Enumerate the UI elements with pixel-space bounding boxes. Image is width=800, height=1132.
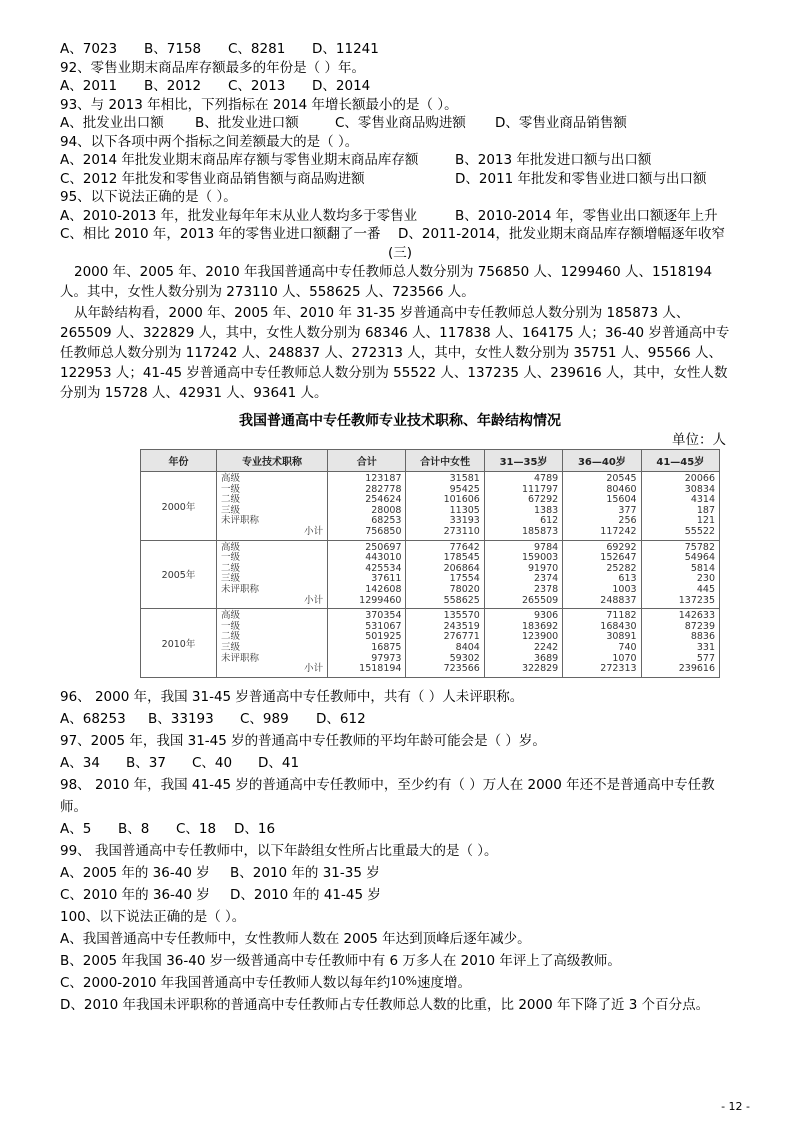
value: 756850	[365, 525, 402, 537]
value: 322829	[521, 663, 559, 675]
option[interactable]: B、2010 年的 31-35 岁	[230, 864, 380, 881]
table-header-row	[141, 450, 720, 472]
option[interactable]: A、我国普通高中专任教师中，女性教师人数在 2005 年达到顶峰后逐年减少。	[60, 930, 531, 947]
value: 265509	[521, 594, 559, 606]
value: 2374	[534, 573, 559, 585]
option[interactable]: C、40	[192, 754, 233, 771]
value-cell	[328, 472, 406, 541]
value: 15604	[606, 494, 637, 506]
value: 9306	[534, 610, 559, 622]
table-row	[141, 540, 720, 609]
option[interactable]: D、零售业商品销售额	[495, 115, 627, 131]
question-95: 95、以下说法正确的是（ ）。	[60, 189, 237, 205]
header-year: 年份	[141, 450, 217, 472]
value-cell	[484, 472, 562, 541]
value-cell	[563, 472, 641, 541]
value: 77642	[449, 541, 480, 553]
value: 37611	[371, 573, 402, 585]
title-label: 一级	[221, 620, 241, 632]
option[interactable]: A、批发业出口额	[60, 115, 164, 131]
value: 187	[696, 504, 715, 516]
subtotal-label: 小计	[304, 525, 324, 537]
value: 31581	[449, 473, 480, 484]
value: 273110	[443, 525, 480, 537]
option[interactable]: B、2012	[144, 78, 202, 94]
value: 4789	[534, 473, 559, 484]
value: 123187	[365, 473, 402, 484]
header-age-36-40: 36—40岁	[563, 450, 641, 472]
value: 613	[618, 573, 637, 585]
value-cell	[406, 472, 484, 541]
percent-value: 10%	[390, 973, 417, 988]
value: 28008	[371, 504, 402, 516]
title-label: 一级	[221, 483, 241, 495]
option[interactable]: C、2010 年的 36-40 岁	[60, 886, 210, 903]
value: 3689	[534, 652, 559, 664]
value: 740	[618, 641, 637, 653]
title-label: 高级	[221, 541, 241, 553]
value-cell	[641, 472, 719, 541]
option[interactable]: A、7023	[60, 41, 118, 57]
value: 123900	[521, 631, 559, 643]
value: 137235	[678, 594, 715, 606]
option[interactable]: D、2011-2014，批发业期末商品库存额增幅逐年收窄	[398, 226, 725, 242]
option[interactable]: B、37	[126, 754, 166, 771]
value: 78020	[449, 583, 480, 595]
subtotal-label: 小计	[304, 663, 324, 675]
title-label: 三级	[221, 504, 241, 516]
question-100: 100、以下说法正确的是（ ）。	[60, 908, 246, 925]
table-row	[141, 609, 720, 678]
value: 68253	[371, 515, 402, 527]
option[interactable]: A、34	[60, 754, 100, 771]
value: 5814	[690, 562, 715, 574]
header-title: 专业技术职称	[217, 450, 328, 472]
table-row	[141, 472, 720, 541]
value: 178545	[443, 552, 480, 564]
value: 80460	[606, 483, 637, 495]
value: 159003	[521, 552, 559, 564]
value-cell	[484, 609, 562, 678]
value: 17554	[449, 573, 480, 585]
material-paragraph-1: 2000 年、2005 年、2010 年我国普通高中专任教师总人数分别为 756850 人、1299460 人、1518194 人。其中，女性人数分别为 273110 人、558625 人、723566 人。	[60, 264, 713, 300]
value: 256	[618, 515, 637, 527]
value: 612	[540, 515, 559, 527]
question-92: 92、零售业期末商品库存额最多的年份是（ ）年。	[60, 59, 365, 76]
value: 248837	[600, 594, 637, 606]
title-label: 二级	[221, 562, 241, 574]
title-label: 二级	[221, 494, 241, 506]
value: 117242	[600, 525, 637, 537]
option[interactable]: D、612	[316, 710, 366, 727]
value: 91970	[527, 562, 559, 574]
title-label: 未评职称	[221, 515, 260, 527]
section-title: (三)	[387, 244, 413, 261]
value: 11305	[449, 504, 480, 516]
value: 30891	[606, 631, 637, 643]
value: 75782	[684, 541, 715, 553]
value: 1299460	[359, 594, 402, 606]
question-97: 97、2005 年，我国 31-45 岁的普通高中专任教师的平均年龄可能会是（ ）岁。	[60, 732, 546, 749]
value: 152647	[600, 552, 637, 564]
value: 20545	[606, 473, 637, 484]
question-94: 94、以下各项中两个指标之间差额最大的是（ ）。	[60, 133, 359, 150]
option[interactable]: B、2005 年我国 36-40 岁一级普通高中专任教师中有 6 万多人在 2010 年评上了高级教师。	[60, 952, 621, 969]
title-cell	[217, 540, 328, 609]
year-cell: 2010年	[141, 609, 217, 678]
option[interactable]: D、2011 年批发和零售业进口额与出口额	[455, 170, 707, 187]
value: 1003	[612, 583, 637, 595]
value: 501925	[365, 631, 402, 643]
value-cell	[406, 609, 484, 678]
value: 370354	[365, 610, 402, 622]
option[interactable]: D、11241	[312, 41, 379, 57]
value: 377	[618, 504, 637, 516]
option-text: C、2000-2010 年我国普通高中专任教师人数以每年约	[60, 974, 391, 991]
value: 111797	[521, 483, 559, 495]
value: 121	[696, 515, 715, 527]
value: 1518194	[359, 663, 402, 675]
value: 577	[696, 652, 715, 664]
option[interactable]: C、零售业商品购进额	[335, 115, 466, 131]
value: 30834	[684, 483, 715, 495]
document-page	[60, 40, 740, 1016]
title-cell	[217, 609, 328, 678]
value: 25282	[606, 562, 637, 574]
title-label: 一级	[221, 552, 241, 564]
year-cell: 2000年	[141, 472, 217, 541]
title-label: 三级	[221, 573, 241, 585]
value: 185873	[521, 525, 559, 537]
value: 4314	[690, 494, 715, 506]
option[interactable]: B、批发业进口额	[195, 115, 299, 131]
value: 8836	[690, 631, 715, 643]
option[interactable]: D、41	[258, 754, 300, 771]
value: 206864	[443, 562, 480, 574]
value: 723566	[443, 663, 480, 675]
teacher-stats-table	[140, 449, 720, 678]
value: 87239	[684, 620, 715, 632]
value: 558625	[443, 594, 480, 606]
option[interactable]: B、33193	[148, 710, 214, 727]
value: 2378	[534, 583, 559, 595]
value: 71182	[606, 610, 637, 622]
value: 16875	[371, 641, 402, 653]
value-cell	[563, 540, 641, 609]
header-female: 合计中女性	[406, 450, 484, 472]
option[interactable]: C、2012 年批发和零售业商品销售额与商品购进额	[60, 170, 365, 187]
question-93: 93、与 2013 年相比，下列指标在 2014 年增长额最小的是（ ）。	[60, 96, 458, 113]
option[interactable]: C、2013	[228, 78, 286, 94]
value: 8404	[455, 641, 480, 653]
header-age-41-45: 41—45岁	[641, 450, 719, 472]
option[interactable]: C、相比 2010 年，2013 年的零售业进口额翻了一番	[60, 226, 381, 242]
title-label: 未评职称	[221, 583, 260, 595]
value: 20066	[684, 473, 715, 484]
value: 445	[696, 583, 715, 595]
title-cell	[217, 472, 328, 541]
value: 243519	[443, 620, 480, 632]
value: 142608	[365, 583, 402, 595]
question-99-options-row2	[60, 884, 740, 906]
value: 276771	[443, 631, 480, 643]
option[interactable]: B、7158	[144, 41, 202, 57]
prev-question-options	[60, 40, 740, 59]
question-98: 98、 2010 年，我国 41-45 岁的普通高中专任教师中，至少约有（ ）万人在 2000 年还不是普通高中专任教	[60, 776, 715, 793]
option[interactable]: A、68253	[60, 710, 126, 727]
question-92-options	[60, 77, 740, 96]
table-title: 我国普通高中专任教师专业技术职称、年龄结构情况	[239, 413, 561, 429]
option[interactable]	[60, 972, 740, 994]
option[interactable]: A、2010-2013 年，批发业每年年末从业人数均多于零售业	[60, 207, 418, 224]
value-cell	[484, 540, 562, 609]
title-label: 二级	[221, 631, 241, 643]
title-label: 高级	[221, 610, 241, 622]
header-age-31-35: 31—35岁	[484, 450, 562, 472]
question-95-options-row2	[60, 225, 740, 244]
question-94-options-row2	[60, 170, 740, 189]
value-cell	[406, 540, 484, 609]
value: 272313	[600, 663, 637, 675]
option[interactable]: A、2011	[60, 78, 118, 94]
year-cell: 2005年	[141, 540, 217, 609]
value-cell	[328, 540, 406, 609]
question-95-options-row1	[60, 207, 740, 226]
value: 425534	[365, 562, 402, 574]
value: 9784	[534, 541, 559, 553]
option[interactable]: A、2005 年的 36-40 岁	[60, 864, 210, 881]
value: 443010	[365, 552, 402, 564]
option[interactable]: B、2010-2014 年，零售业出口额逐年上升	[455, 207, 718, 224]
title-label: 三级	[221, 641, 241, 653]
question-96-options	[60, 708, 740, 730]
question-96: 96、 2000 年，我国 31-45 岁普通高中专任教师中，共有（ ）人未评职称。	[60, 688, 524, 705]
value: 331	[696, 641, 715, 653]
value: 168430	[600, 620, 637, 632]
value: 59302	[449, 652, 480, 664]
material-paragraph-2: 从年龄结构看，2000 年、2005 年、2010 年 31-35 岁普通高中专任教师总人数分别为 185873 人、265509 人、322829 人，其中，女性人数分别为 68346 人、117838 人、164175 人；36-40 岁普通高中专任教师总人数分别为 117242 人、248837 人、272313 人，其中，女性人数分别为 35751 人、95566 人、122953 人；41-45 岁普通高中专任教师总人数分别为 55522 人、137235 人、239616 人，其中，女性人数分别为 15728 人、42931 人、93641 人。	[60, 305, 730, 401]
option[interactable]: A、5	[60, 820, 92, 837]
option[interactable]: D、16	[234, 820, 276, 837]
value-cell	[641, 609, 719, 678]
option[interactable]: B、8	[118, 820, 150, 837]
title-label: 高级	[221, 473, 241, 484]
option[interactable]: C、989	[240, 710, 289, 727]
value-cell	[563, 609, 641, 678]
value: 250697	[365, 541, 402, 553]
option[interactable]: C、8281	[228, 41, 286, 57]
data-table-figure	[60, 411, 740, 678]
option-text: 速度增。	[416, 974, 471, 991]
question-98-options	[60, 818, 740, 840]
option[interactable]: D、2010 年我国未评职称的普通高中专任教师占专任教师总人数的比重，比 2000 年下降了近 3 个百分点。	[60, 996, 710, 1013]
question-99: 99、 我国普通高中专任教师中，以下年龄组女性所占比重最大的是（ ）。	[60, 842, 498, 859]
value: 55522	[684, 525, 715, 537]
question-98-cont: 师。	[60, 798, 87, 815]
question-93-options	[60, 114, 740, 133]
value: 135570	[443, 610, 480, 622]
value: 1383	[534, 504, 559, 516]
option[interactable]: D、2014	[312, 78, 371, 94]
value: 239616	[678, 663, 715, 675]
value-cell	[641, 540, 719, 609]
value: 2242	[534, 641, 559, 653]
question-99-options-row1	[60, 862, 740, 884]
header-total: 合计	[328, 450, 406, 472]
question-94-options-row1	[60, 151, 740, 170]
value: 1070	[612, 652, 637, 664]
value: 101606	[443, 494, 480, 506]
page-number: - 12 -	[721, 1100, 750, 1113]
option[interactable]: C、18	[176, 820, 217, 837]
title-label: 未评职称	[221, 652, 260, 664]
value: 54964	[684, 552, 715, 564]
value: 531067	[365, 620, 402, 632]
subtotal-label: 小计	[304, 594, 324, 606]
table-unit: 单位：人	[672, 432, 726, 448]
option[interactable]: B、2013 年批发进口额与出口额	[455, 152, 652, 168]
option[interactable]: A、2014 年批发业期末商品库存额与零售业期末商品库存额	[60, 152, 419, 168]
questions-block	[60, 686, 740, 1016]
value: 95425	[449, 483, 480, 495]
value: 67292	[527, 494, 559, 506]
value: 230	[696, 573, 715, 585]
option[interactable]: D、2010 年的 41-45 岁	[230, 886, 381, 903]
value: 282778	[365, 483, 402, 495]
value: 97973	[371, 652, 402, 664]
question-97-options	[60, 752, 740, 774]
value: 254624	[365, 494, 402, 506]
value: 69292	[606, 541, 637, 553]
value-cell	[328, 609, 406, 678]
value: 33193	[449, 515, 480, 527]
value: 142633	[678, 610, 715, 622]
value: 183692	[521, 620, 559, 632]
